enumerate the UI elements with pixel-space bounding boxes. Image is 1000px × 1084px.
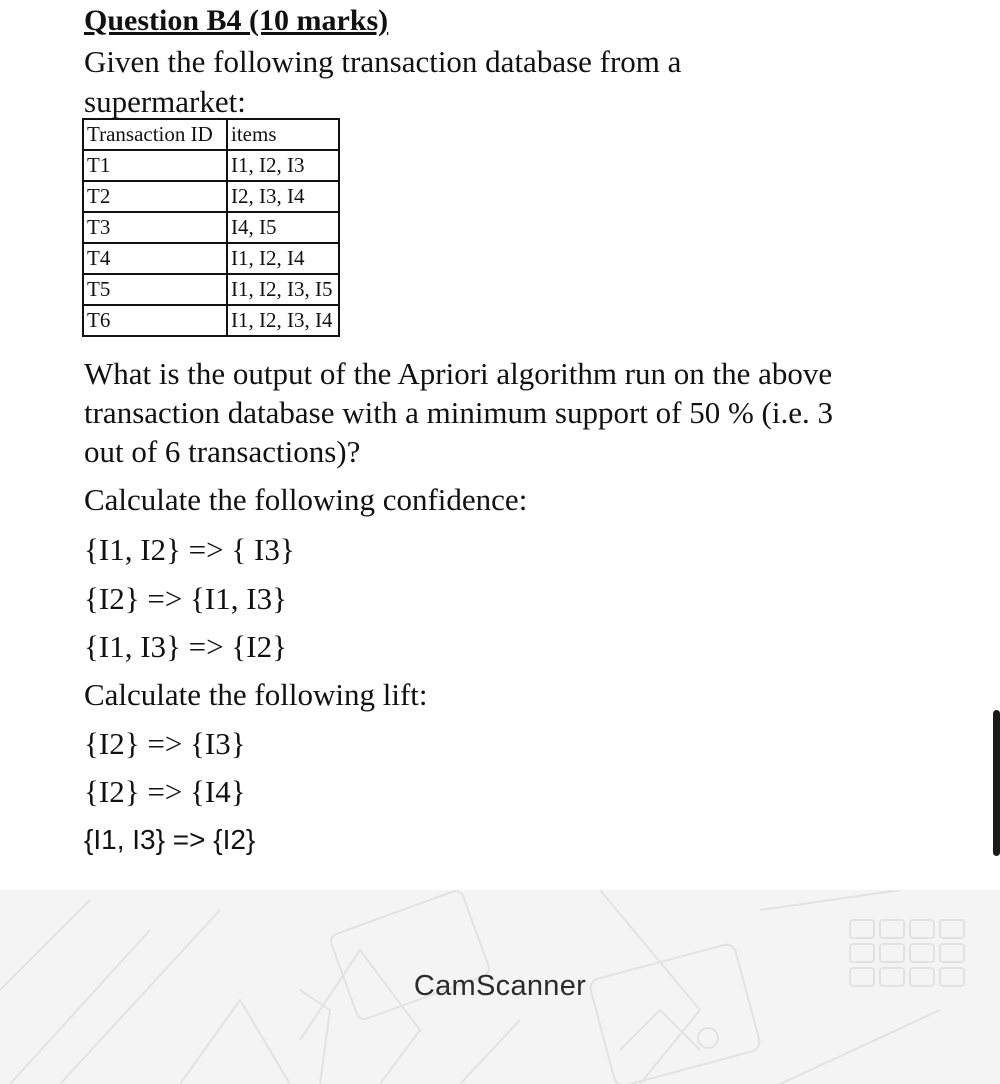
confidence-heading: Calculate the following confidence: [84,482,528,517]
table-header-row [83,119,339,150]
cell-transaction-id: T6 [83,305,227,336]
cell-items: I1, I2, I3 [227,150,339,181]
cell-transaction-id: T4 [83,243,227,274]
cell-items: I1, I2, I3, I5 [227,274,339,305]
confidence-rule: {I1, I2} => { I3} [84,532,295,567]
lift-rule: {I2} => {I3} [84,726,246,761]
cell-transaction-id: T5 [83,274,227,305]
question-intro: Given the following transaction database from a supermarket: [84,44,682,119]
table-row [83,305,339,336]
question-title: Question B4 (10 marks) [84,4,389,37]
table-row [83,274,339,305]
table-row [83,181,339,212]
cell-items: I1, I2, I4 [227,243,339,274]
cell-items: I1, I2, I3, I4 [227,305,339,336]
cell-items: I2, I3, I4 [227,181,339,212]
header-items: items [227,119,339,150]
confidence-rule: {I1, I3} => {I2} [84,629,287,664]
transaction-table [82,118,340,337]
lift-rule: {I2} => {I4} [84,774,246,809]
cell-transaction-id: T3 [83,212,227,243]
camscanner-brand: CamScanner [413,970,587,1002]
table-row [83,150,339,181]
lift-heading: Calculate the following lift: [84,677,428,712]
cell-items: I4, I5 [227,212,339,243]
cell-transaction-id: T2 [83,181,227,212]
header-transaction-id: Transaction ID [83,119,227,150]
table-row [83,212,339,243]
cell-transaction-id: T1 [83,150,227,181]
confidence-rule: {I2} => {I1, I3} [84,581,287,616]
apriori-question: What is the output of the Apriori algorithm run on the above transaction database with a minimum support of 50 % (i.e. 3 out of 6 transactions)? [84,356,833,469]
lift-rule: {I1, I3} => {I2} [84,824,256,855]
scrollbar[interactable] [993,710,1000,856]
camscanner-footer [0,890,1000,1084]
table-row [83,243,339,274]
